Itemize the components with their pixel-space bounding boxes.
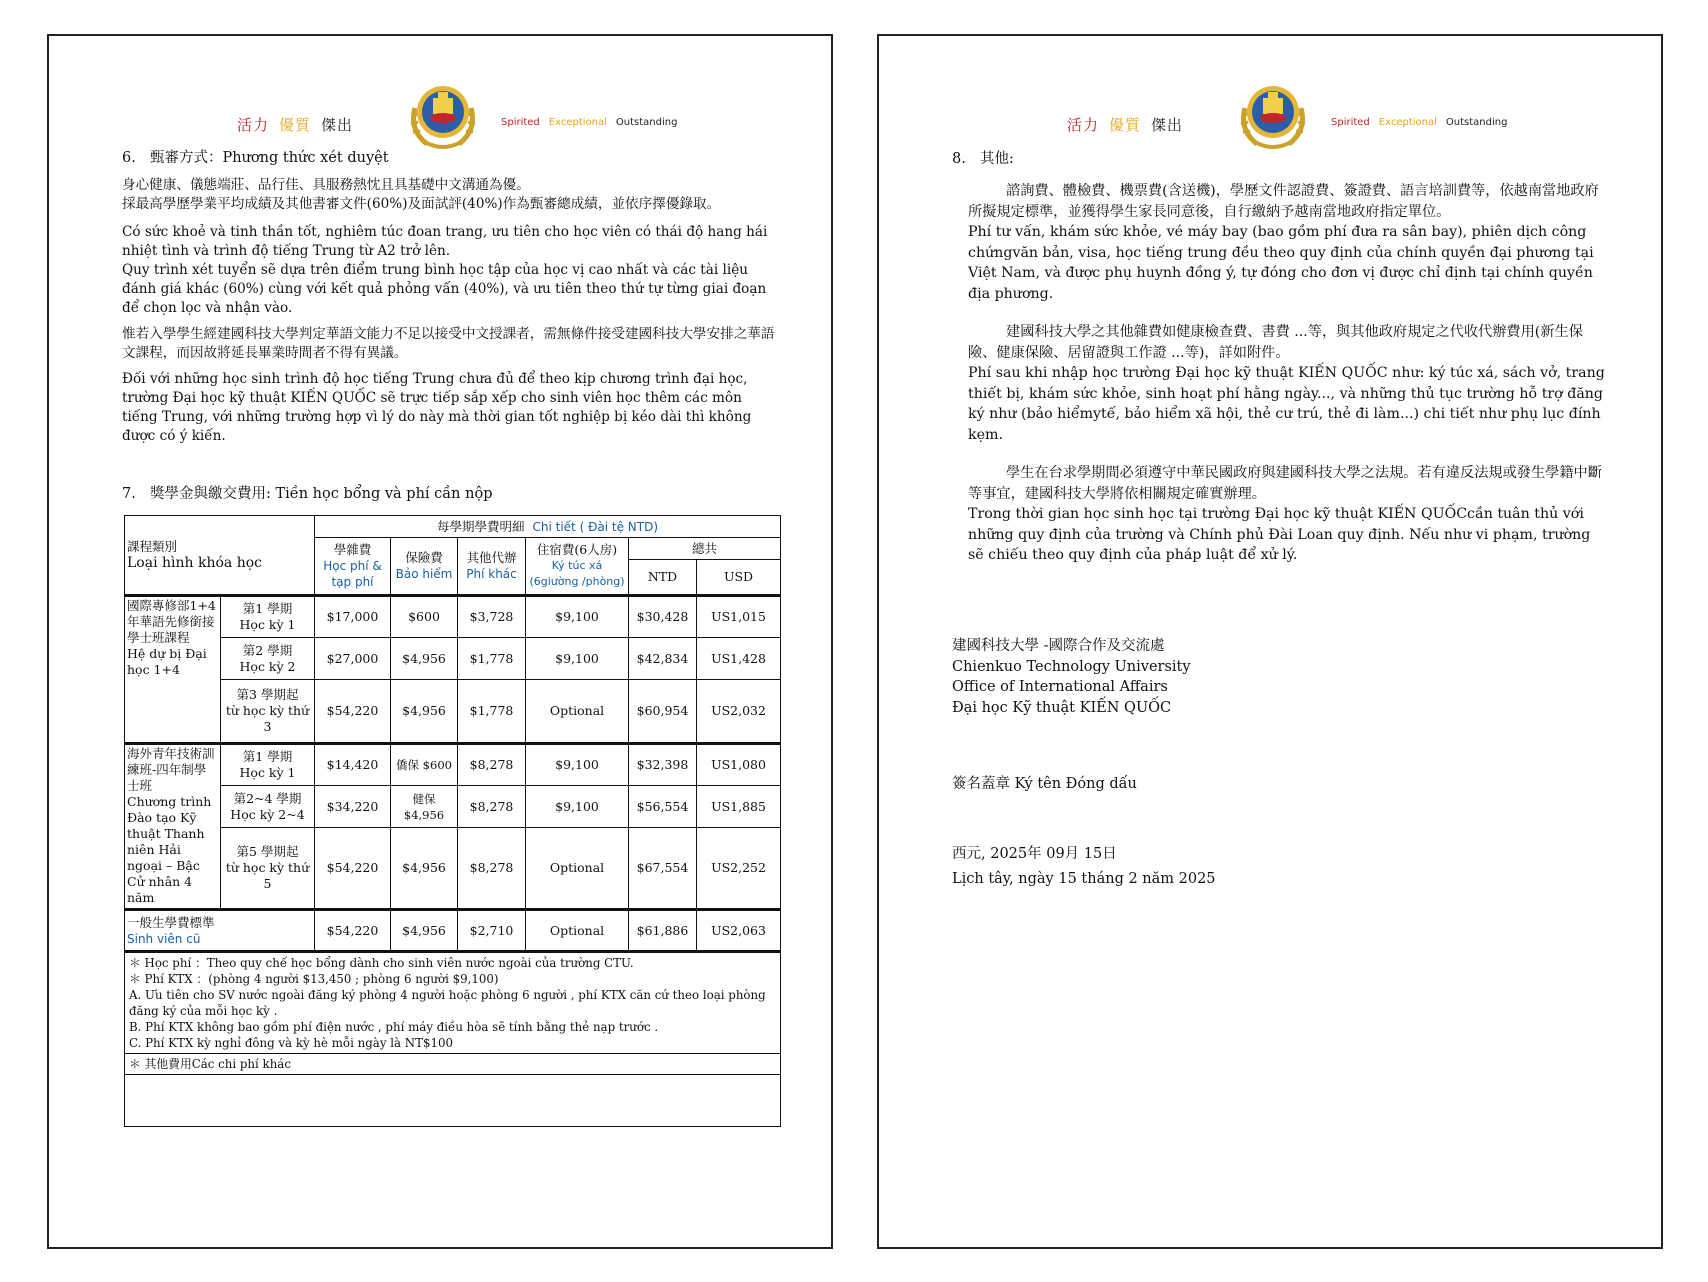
group-1: 國際專修部1+4年華語先修銜接學士班課程 Hệ dự bị Đại học 1+4 — [125, 596, 221, 744]
other-fees-row: ＊ 其他費用Các chi phí khác — [125, 1054, 781, 1075]
table-row: 一般生學費標準 Sinh viên cũ $54,220 $4,956 $2,710 Optional $61,886 US2,063 — [125, 910, 781, 952]
table-caption: 每學期學費明細 Chi tiết ( Đài tệ NTD) — [315, 516, 781, 538]
s6-zh-1: 身心健康、儀態端莊、品行佳、具服務熱忱且具基礎中文溝通為優。 — [122, 177, 530, 193]
other-fees-block — [968, 181, 1608, 566]
p1-vi: Phí tư vấn, khám sức khỏe, vé máy bay (bao gồm phí đưa ra sân bay), phiên dịch công chứngvăn bản, visa, học tiếng trung đều theo quy định của chính quyền đại phương tại Việt Nam, và được phụ huynh đồng ý, tự đóng cho đơn vị được chỉ định tại chính quyền địa phương. — [968, 224, 1594, 302]
p2-zh: 建國科技大學之其他雜費如健康檢查費、書費 ...等，與其他政府規定之代收代辦費用(新生保險、健康保險、居留證與工作證 ...等)，詳如附件。 — [968, 324, 1583, 361]
page-right — [877, 34, 1663, 1249]
header-other: 其他代辦 Phí khác — [458, 538, 526, 596]
s6-vi-2: Quy trình xét tuyển sẽ dựa trên điểm trung bình học tập của học vị cao nhất và các tài liệu đánh giá khác (60%) cùng với kết quả phỏng vấn (40%), và ưu tiên theo thứ tự từng giai đoạn để chọn lọc và nhận vào. — [122, 262, 767, 316]
slogan-en: Spirited Exceptional Outstanding — [501, 117, 678, 128]
section-6-title: 6. 甄審方式：Phương thức xét duyệt — [122, 150, 389, 166]
s6-zh-2: 採最高學歷學業平均成績及其他書審文件(60%)及面試評(40%)作為甄審總成績，並依序擇優錄取。 — [122, 196, 721, 212]
page-header — [49, 62, 831, 152]
header-dorm: 住宿費(6人房) Ký túc xá (6giường /phòng) — [526, 538, 629, 596]
page-left — [47, 34, 833, 1249]
blank-row — [125, 1075, 781, 1127]
p1-zh: 諮詢費、體檢費、機票費(含送機)，學歷文件認證費、簽證費、語言培訓費等，依越南當地政府所擬規定標準，並獲得學生家長同意後，自行繳納予越南當地政府指定單位。 — [968, 183, 1599, 220]
header-category: 課程類別 Loại hình khóa học — [125, 516, 315, 596]
section-8 — [952, 149, 1607, 170]
table-row: 第2~4 學期 Học kỳ 2~4 $34,220 健保 $4,956 $8,278 $9,100 $56,554 US1,885 — [125, 786, 781, 828]
group-3: 一般生學費標準 Sinh viên cũ — [125, 910, 315, 952]
notes-row: ＊ Học phí ：Theo quy chế học bổng dành cho sinh viên nước ngoài của trường CTU. ＊ Phí KTX ：(phòng 4 người $13,450 ; phòng 6 người $9,100) A. Ưu tiên cho SV nước ngoài đăng ký phòng 4 người hoặc phòng 6 người , phí KTX căn cứ theo loại phòng đăng ký của mỗi học kỳ . B. Phí KTX không bao gồm phí điện nước , phí máy điều hòa sẽ tính bằng thẻ nạp trước . C. Phí KTX kỳ nghỉ đông và kỳ hè mỗi ngày là NT$100 — [125, 952, 781, 1054]
s6-vi-1: Có sức khoẻ và tinh thần tốt, nghiêm túc đoan trang, ưu tiên cho học viên có thái độ hang hái nhiệt tình và trình độ tiếng Trung từ A2 trở lên. — [122, 224, 768, 259]
slogan-en: Spirited Exceptional Outstanding — [1331, 117, 1508, 128]
table-row: 第5 學期起 từ học kỳ thứ 5 $54,220 $4,956 $8,278 Optional $67,554 US2,252 — [125, 828, 781, 910]
s6-vi-3: Đối với những học sinh trình độ học tiếng Trung chưa đủ để theo kịp chương trình đại học, trường Đại học kỹ thuật KIẾN QUỐC sẽ trực tiếp sắp xếp cho sinh viên học thêm các môn tiếng Trung, với những trường hợp vì lý do này mà thời gian tốt nghiệp bị kéo dài thì không được có ý kiến. — [122, 371, 752, 444]
header-insurance: 保險費 Bảo hiểm — [391, 538, 458, 596]
header-total: 總共 — [629, 538, 781, 560]
p2-vi: Phí sau khi nhập học trường Đại học kỹ thuật KIẾN QUỐC như: ký túc xá, sách vở, trang thiết bị, khám sức khỏe, sinh hoạt phí hằng ngày..., và những thủ tục trường hỗ trợ đăng ký như (bảo hiểmytế, bảo hiểm xã hội, thẻ cư trú, thẻ đi làm...) chi tiết như phụ lục đính kẹm. — [968, 365, 1605, 443]
header-ntd: NTD — [629, 560, 697, 596]
table-row: 第2 學期 Học kỳ 2 $27,000 $4,956 $1,778 $9,100 $42,834 US1,428 — [125, 638, 781, 680]
slogan-zh: 活力 優質 傑出 — [1067, 116, 1184, 134]
s6-zh-3: 惟若入學學生經建國科技大學判定華語文能力不足以接受中文授課者，需無條件接受建國科技大學安排之華語文課程，而因故將延長畢業時間者不得有異議。 — [122, 326, 775, 361]
header-tuition: 學雜費 Học phí & tạp phí — [315, 538, 391, 596]
header-usd: USD — [697, 560, 781, 596]
fee-table — [124, 515, 781, 1127]
table-caption-row — [125, 516, 781, 538]
table-row: 第3 學期起 từ học kỳ thứ 3 $54,220 $4,956 $1,778 Optional $60,954 US2,032 — [125, 680, 781, 744]
table-row: 國際專修部1+4年華語先修銜接學士班課程 Hệ dự bị Đại học 1+4 第1 學期 Học kỳ 1 $17,000 $600 $3,728 $9,100 $30,428 US1,015 — [125, 596, 781, 638]
signature-label: 簽名蓋章 Ký tên Đóng dấu — [952, 776, 1137, 792]
p3-zh: 學生在台求學期間必須遵守中華民國政府與建國科技大學之法規。若有違反法規或發生學籍中斷等事宜，建國科技大學將依相關規定確實辦理。 — [968, 465, 1602, 502]
group-2: 海外青年技術訓練班-四年制學士班 Chương trình Đào tạo Kỹ thuật Thanh niên Hải ngoại – Bậc Cử nhân 4 năm — [125, 744, 221, 910]
university-emblem-icon — [1237, 72, 1309, 154]
page-header — [879, 62, 1661, 152]
university-emblem-icon — [407, 72, 479, 154]
slogan-zh: 活力 優質 傑出 — [237, 116, 354, 134]
section-6 — [122, 149, 777, 446]
date-block: 西元, 2025年 09月 15日 Lịch tây, ngày 15 tháng 2 năm 2025 — [952, 846, 1216, 887]
p3-vi: Trong thời gian học sinh học tại trường Đại học kỹ thuật KIẾN QUỐCcần tuân thủ với những quy định của trường và Chính phủ Đài Loan quy định. Nếu như vi phạm, trường sẽ chiếu theo quy định của pháp luật để xử lý. — [968, 506, 1591, 563]
section-7-title: 7. 獎學金與繳交費用: Tiền học bổng và phí cần nộp — [122, 486, 493, 502]
table-row: 海外青年技術訓練班-四年制學士班 Chương trình Đào tạo Kỹ thuật Thanh niên Hải ngoại – Bậc Cử nhân 4 năm 第1 學期 Học kỳ 1 $14,420 僑保 $600 $8,278 $9,100 $32,398 US1,080 — [125, 744, 781, 786]
section-8-title: 8. 其他: — [952, 151, 1014, 167]
org-block: 建國科技大學 -國際合作及交流處 Chienkuo Technology University Office of International Affairs Đại học Kỹ thuật KIẾN QUỐC — [952, 638, 1191, 716]
